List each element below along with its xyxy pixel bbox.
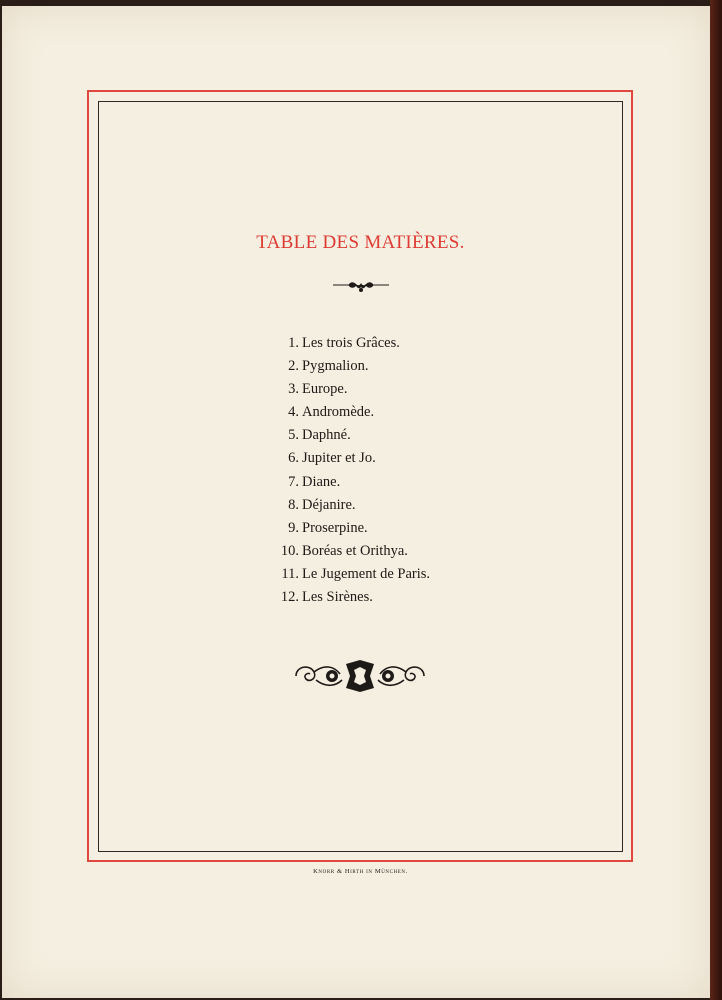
book-edge <box>710 0 722 1000</box>
list-item: 9. Proserpine. <box>288 519 368 536</box>
list-item: 6. Jupiter et Jo. <box>288 450 376 467</box>
list-item: 12. Les Sirènes. <box>280 589 373 606</box>
printer-imprint: Knorr & Hirth in München. <box>313 868 408 875</box>
list-item: 11. Le Jugement de Paris. <box>281 565 431 582</box>
list-item: 3. Europe. <box>288 381 348 398</box>
list-item: 8. Déjanire. <box>288 496 356 513</box>
list-item: 2. Pygmalion. <box>288 358 369 375</box>
scroll-vignette-icon <box>290 658 430 694</box>
list-item: 5. Daphné. <box>288 427 351 444</box>
page-title: TABLE DES MATIÈRES. <box>256 232 465 253</box>
book-page <box>2 6 710 998</box>
contents-list <box>242 332 542 609</box>
list-item: 10. Boréas et Orithya. <box>280 542 408 559</box>
list-item: 4. Andromède. <box>288 404 375 421</box>
floral-divider-icon <box>332 278 390 294</box>
list-item: 1. Les trois Grâces. <box>288 335 400 351</box>
list-item: 7. Diane. <box>288 473 341 490</box>
